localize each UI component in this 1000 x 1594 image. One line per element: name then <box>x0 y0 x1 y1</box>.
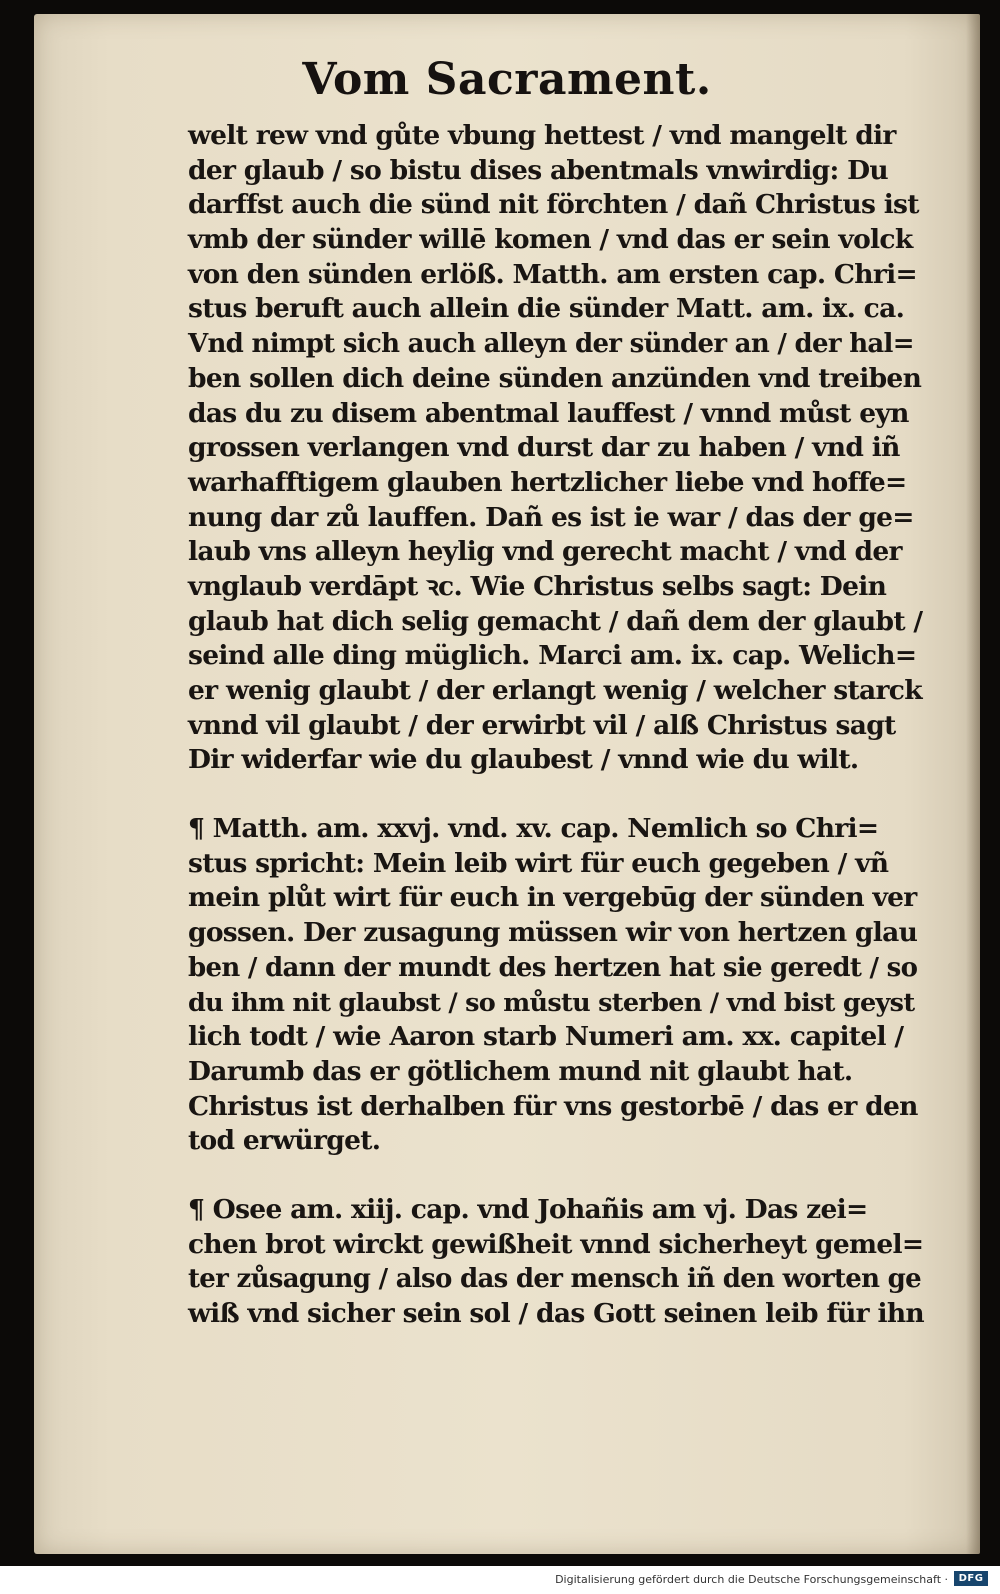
page-edge-shadow <box>966 14 980 1554</box>
text-line: seind alle ding müglich. Marci am. ix. cap. Welich= <box>188 640 917 672</box>
text-line: tod erwürget. <box>188 1125 381 1157</box>
text-line: lich todt / wie Aaron starb Numeri am. xx. capitel / <box>188 1021 904 1053</box>
running-head: Vom Sacrament. <box>302 54 712 105</box>
text-line: grossen verlangen vnd durst dar zu haben / vnd iñ <box>188 432 900 464</box>
text-line: warhafftigem glauben hertzlicher liebe vnd hoffe= <box>188 466 907 498</box>
text-line: wiß vnd sicher sein sol / das Gott seinen leib für ihn <box>188 1298 924 1329</box>
text-block <box>188 119 926 1332</box>
text-line: vmb der sünder willē komen / vnd das er sein volck <box>188 224 913 256</box>
book-page <box>34 14 980 1554</box>
text-line: laub vns alleyn heylig vnd gerecht macht / vnd der <box>188 536 902 568</box>
text-line: welt rew vnd gůte vbung hettest / vnd mangelt dir <box>188 120 896 151</box>
text-line: er wenig glaubt / der erlangt wenig / welcher starck <box>188 675 922 706</box>
text-line: der glaub / so bistu dises abentmals vnwirdig: Du <box>188 154 888 186</box>
text-line: vnglaub verdāpt ꝛc. Wie Christus selbs sagt: Dein <box>188 570 887 602</box>
text-line: Christus ist derhalben für vns gestorbē / das er den <box>188 1090 918 1122</box>
text-line: chen brot wirckt gewißheit vnnd sicherheyt gemel= <box>188 1228 924 1260</box>
digitization-footer <box>0 1566 1000 1594</box>
text-line: darffst auch die sünd nit förchten / dañ Christus ist <box>188 189 919 221</box>
paragraph-1 <box>188 119 926 778</box>
text-line: ter zůsagung / also das der mensch iñ den worten ge <box>188 1264 922 1295</box>
text-line: ¶ Matth. am. xxvj. vnd. xv. cap. Nemlich so Chri= <box>188 813 879 845</box>
dfg-logo: DFG <box>954 1571 988 1586</box>
text-line: von den sünden erlöß. Matth. am ersten cap. Chri= <box>188 258 917 290</box>
text-line: du ihm nit glaubst / so můstu sterben / vnd bist geyst <box>188 987 915 1018</box>
text-line: gossen. Der zusagung müssen wir von hertzen glau <box>188 917 918 949</box>
text-line: stus beruft auch allein die sünder Matt. am. ix. ca. <box>188 293 905 325</box>
text-line: mein plůt wirt für euch in vergebūg der sünden ver <box>188 882 917 914</box>
text-line: vnnd vil glaubt / der erwirbt vil / alß Christus sagt <box>188 709 896 741</box>
text-line: Dir widerfar wie du glaubest / vnnd wie du wilt. <box>188 744 859 776</box>
text-line: stus spricht: Mein leib wirt für euch gegeben / vñ <box>188 847 889 879</box>
text-line: nung dar zů lauffen. Dañ es ist ie war / das der ge= <box>188 501 914 533</box>
funding-credit: Digitalisierung gefördert durch die Deutsche Forschungsgemeinschaft · <box>555 1573 948 1586</box>
text-line: Darumb das er götlichem mund nit glaubt hat. <box>188 1055 853 1087</box>
text-line: Vnd nimpt sich auch alleyn der sünder an / der hal= <box>188 329 914 360</box>
text-line: das du zu disem abentmal lauffest / vnnd můst eyn <box>188 397 909 429</box>
text-line: glaub hat dich selig gemacht / dañ dem der glaubt / <box>188 605 923 637</box>
text-line: ¶ Osee am. xiij. cap. vnd Johañis am vj. Das zei= <box>188 1193 868 1225</box>
paragraph-2 <box>188 812 926 1159</box>
text-line: ben / dann der mundt des hertzen hat sie geredt / so <box>188 952 918 983</box>
text-line: ben sollen dich deine sünden anzünden vnd treiben <box>188 362 922 394</box>
paragraph-3 <box>188 1193 926 1332</box>
